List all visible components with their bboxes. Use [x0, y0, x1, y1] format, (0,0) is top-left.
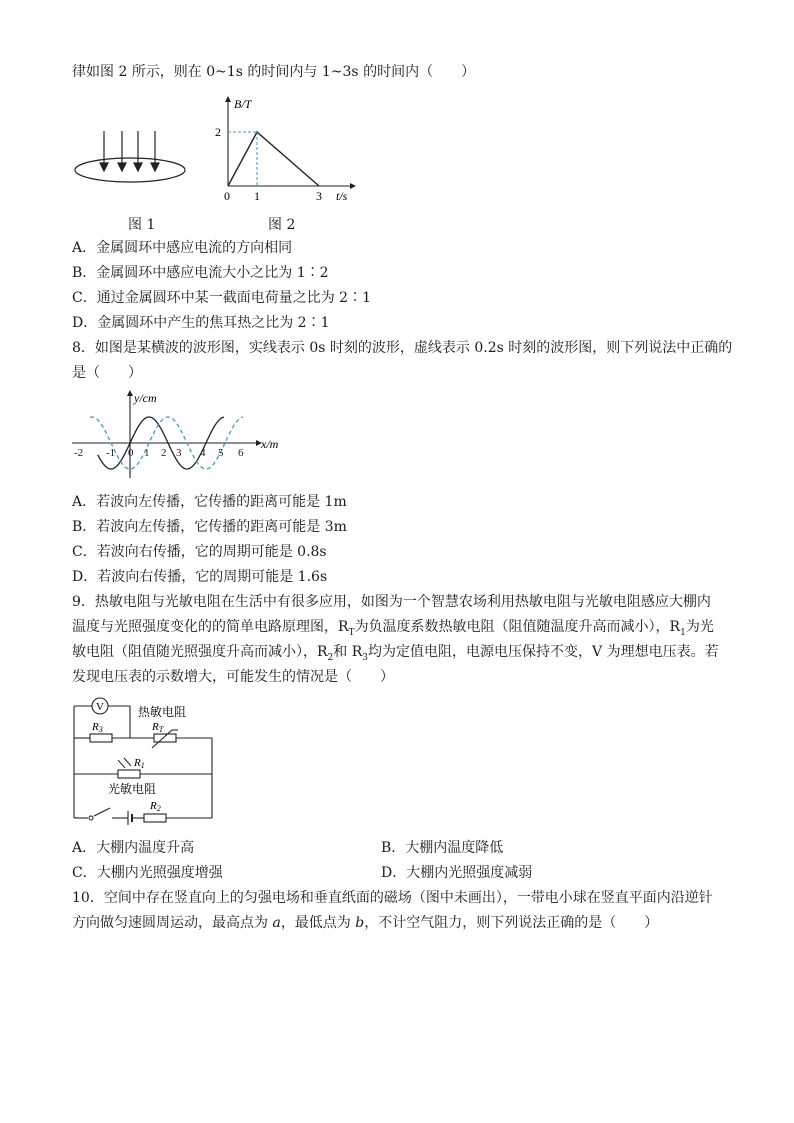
q7-option-d: D．金属圆环中产生的焦耳热之比为 2∶1 — [72, 315, 330, 331]
q9-option-d: D．大棚内光照强度减弱 — [381, 865, 533, 881]
tick-x-3: 3 — [316, 189, 322, 203]
q7-figure-1 — [70, 125, 190, 190]
q7-fig2-caption: 图 2 — [268, 217, 296, 233]
voltmeter-label: V — [96, 701, 104, 713]
tick-0: 0 — [128, 447, 134, 459]
q8-stem-line2: 是（ ） — [72, 365, 142, 381]
tick-6: 6 — [238, 447, 244, 459]
tick-minus-2: -2 — [74, 447, 84, 459]
q9-stem-line1: 9．热敏电阻与光敏电阻在生活中有很多应用，如图为一个智慧农场利用热敏电阻与光敏电阻感应大棚内 — [72, 594, 711, 610]
tick-2: 2 — [161, 447, 167, 459]
q9-option-a: A．大棚内温度升高 — [72, 840, 195, 856]
tick-x-1: 1 — [254, 189, 260, 203]
q9-option-c: C．大棚内光照强度增强 — [72, 865, 223, 881]
q9-option-b: B．大棚内温度降低 — [381, 840, 504, 856]
svg-text:RT: RT — [152, 721, 164, 734]
q8-option-a: A．若波向左传播，它传播的距离可能是 1m — [72, 494, 347, 510]
q7-option-b: B．金属圆环中感应电流大小之比为 1∶2 — [72, 265, 329, 281]
y-axis-label: y/cm — [134, 391, 157, 405]
tick-1: 1 — [144, 447, 150, 459]
tick-5: 5 — [218, 447, 224, 459]
q8-stem-line1: 8．如图是某横波的波形图，实线表示 0s 时刻的波形，虚线表示 0.2s 时刻的波形图，则下列说法中正确的 — [72, 340, 733, 356]
q7-option-a: A．金属圆环中感应电流的方向相同 — [72, 240, 293, 256]
q9-stem-line2: 温度与光照强度变化的的简单电路原理图，$R_T$为负温度系数热敏电阻（阻值随温度升高而减小），$R_1$为光 — [72, 619, 714, 638]
q9-stem-line4: 发现电压表的示数增大，可能发生的情况是（ ） — [72, 669, 394, 685]
q10-stem-line1: 10．空间中存在竖直向上的匀强电场和垂直纸面的磁场（图中未画出），一带电小球在竖直平面内沿逆针 — [72, 890, 713, 906]
q8-option-d: D．若波向右传播，它的周期可能是 1.6s — [72, 569, 328, 585]
photoresistor-label: 光敏电阻 — [108, 782, 157, 796]
q7-intro: 律如图 2 所示，则在 0~1s 的时间内与 1~3s 的时间内（ ） — [72, 64, 476, 80]
svg-text:R3: R3 — [92, 721, 103, 734]
b-t-curve — [228, 132, 319, 186]
tick-4: 4 — [200, 447, 206, 459]
q7-figure-2 — [208, 96, 358, 208]
q7-fig1-caption: 图 1 — [128, 217, 156, 233]
q8-wave-figure — [70, 390, 290, 480]
q8-option-c: C．若波向右传播，它的周期可能是 0.8s — [72, 544, 327, 560]
x-axis-label: x/m — [261, 437, 279, 451]
tick-origin: 0 — [224, 189, 230, 203]
tick-y-2: 2 — [215, 125, 221, 139]
svg-text:R2: R2 — [150, 800, 161, 813]
q8-option-b: B．若波向左传播，它传播的距离可能是 3m — [72, 519, 347, 535]
q7-option-c: C．通过金属圆环中某一截面电荷量之比为 2∶1 — [72, 290, 371, 306]
thermistor-label: 热敏电阻 — [138, 705, 187, 719]
svg-text:R1: R1 — [134, 757, 145, 770]
q9-stem-line3: 敏电阻（阻值随光照强度升高而减小），$R_2$和 $R_3$均为定值电阻，电源电压保持不变，V 为理想电压表。若 — [72, 644, 719, 663]
t-axis-label: t/s — [336, 189, 348, 203]
q9-circuit-diagram — [68, 694, 228, 826]
q10-stem-line2: 方向做匀速圆周运动，最高点为 a，最低点为 b，不计空气阻力，则下列说法正确的是（ ） — [72, 915, 659, 931]
b-axis-label: B/T — [234, 97, 252, 111]
tick-minus-1: -1 — [106, 447, 116, 459]
tick-3: 3 — [176, 447, 182, 459]
